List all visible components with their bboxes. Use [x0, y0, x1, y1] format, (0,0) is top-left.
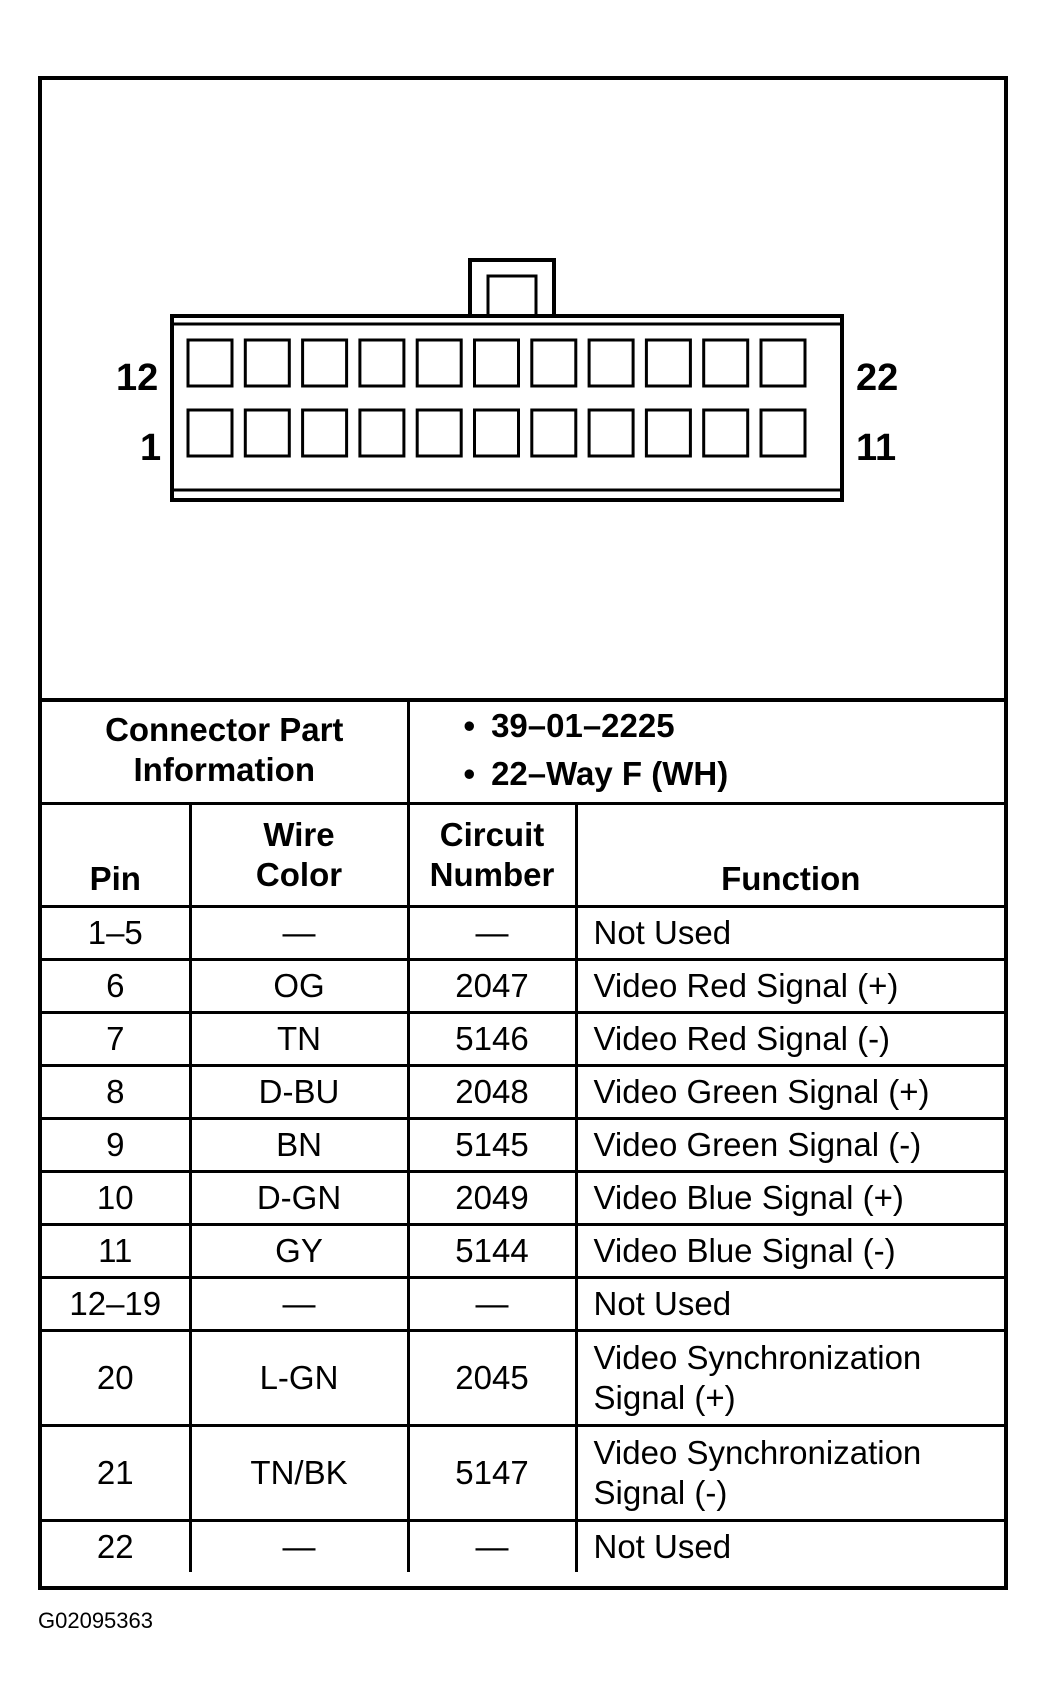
function-cell: Video Red Signal (+): [576, 960, 1004, 1013]
cavity-top-12: [188, 340, 232, 386]
table-row: [42, 1521, 1004, 1573]
part-info-values: [408, 698, 1004, 804]
cavity-bottom-8: [589, 410, 633, 456]
cavity-top-20: [646, 340, 690, 386]
wire-color-cell: GY: [190, 1225, 408, 1278]
part-number: • 39–01–2225: [468, 702, 1005, 750]
pin-cell: 21: [42, 1426, 190, 1521]
cavity-top-22: [761, 340, 805, 386]
connector-latch-slot: [488, 276, 536, 316]
circuit-cell: 5144: [408, 1225, 576, 1278]
pin-12-label: 12: [116, 357, 159, 399]
cavity-bottom-10: [704, 410, 748, 456]
pin-cell: 6: [42, 960, 190, 1013]
cavity-top-15: [360, 340, 404, 386]
wire-color-cell: —: [190, 1278, 408, 1331]
pin-22-label: 22: [856, 357, 899, 399]
header-wire-color: [190, 804, 408, 907]
cavity-top-13: [245, 340, 289, 386]
cavity-bottom-1: [188, 410, 232, 456]
cavity-top-18: [532, 340, 576, 386]
figure-id: G02095363: [38, 1608, 153, 1633]
header-circuit-line1: Circuit: [439, 816, 545, 853]
header-wire-color-line2: Color: [255, 856, 343, 893]
header-function: Function: [576, 804, 1004, 907]
table-row: [42, 1119, 1004, 1172]
cavity-bottom-3: [303, 410, 347, 456]
table-row: [42, 1225, 1004, 1278]
circuit-cell: 2047: [408, 960, 576, 1013]
function-line2: Signal (-): [593, 1474, 728, 1511]
pin-cell: 9: [42, 1119, 190, 1172]
function-cell: [576, 1426, 1004, 1521]
cavity-bottom-7: [532, 410, 576, 456]
wire-color-cell: BN: [190, 1119, 408, 1172]
function-cell: Video Blue Signal (+): [576, 1172, 1004, 1225]
wire-color-cell: TN: [190, 1013, 408, 1066]
table-row: [42, 1013, 1004, 1066]
cavity-top-14: [303, 340, 347, 386]
header-wire-color-line1: Wire: [263, 816, 335, 853]
pin-cell: 1–5: [42, 907, 190, 960]
circuit-cell: 5146: [408, 1013, 576, 1066]
circuit-cell: —: [408, 1278, 576, 1331]
cavity-top-21: [704, 340, 748, 386]
pinout-table: [42, 698, 1004, 1572]
circuit-cell: 5145: [408, 1119, 576, 1172]
pin-cell: 22: [42, 1521, 190, 1573]
cavity-bottom-6: [475, 410, 519, 456]
pin-cell: 11: [42, 1225, 190, 1278]
function-line1: Video Synchronization: [593, 1434, 922, 1471]
pin-cell: 12–19: [42, 1278, 190, 1331]
part-description: • 22–Way F (WH): [468, 750, 1005, 798]
connector-diagram: [42, 80, 1004, 702]
part-info-row: [42, 698, 1004, 804]
pin-1-label: 1: [140, 427, 162, 469]
circuit-cell: 2049: [408, 1172, 576, 1225]
table-row: [42, 960, 1004, 1013]
header-pin: Pin: [42, 804, 190, 907]
pin-cell: 20: [42, 1331, 190, 1426]
circuit-cell: 2048: [408, 1066, 576, 1119]
function-cell: Video Red Signal (-): [576, 1013, 1004, 1066]
function-cell: Not Used: [576, 1521, 1004, 1573]
pin-cell: 8: [42, 1066, 190, 1119]
table-row: [42, 1278, 1004, 1331]
table-row: [42, 907, 1004, 960]
table-row: [42, 1331, 1004, 1426]
table-row: [42, 1172, 1004, 1225]
cavity-bottom-11: [761, 410, 805, 456]
wire-color-cell: —: [190, 1521, 408, 1573]
cavity-bottom-2: [245, 410, 289, 456]
part-info-label-line1: Connector Part: [105, 711, 344, 748]
connector-sheet: [38, 76, 1008, 1590]
function-cell: Video Green Signal (+): [576, 1066, 1004, 1119]
function-cell: Not Used: [576, 1278, 1004, 1331]
header-circuit-line2: Number: [429, 856, 555, 893]
circuit-cell: 2045: [408, 1331, 576, 1426]
table-row: [42, 1066, 1004, 1119]
wire-color-cell: OG: [190, 960, 408, 1013]
cavity-bottom-5: [417, 410, 461, 456]
header-circuit-number: [408, 804, 576, 907]
function-cell: [576, 1331, 1004, 1426]
pin-11-label: 11: [856, 427, 897, 469]
circuit-cell: 5147: [408, 1426, 576, 1521]
wire-color-cell: TN/BK: [190, 1426, 408, 1521]
table-row: [42, 1426, 1004, 1521]
pin-cell: 10: [42, 1172, 190, 1225]
function-line2: Signal (+): [593, 1379, 736, 1416]
function-line1: Video Synchronization: [593, 1339, 922, 1376]
connector-latch: [470, 260, 554, 316]
cavity-top-17: [475, 340, 519, 386]
part-info-label: [42, 698, 408, 804]
wire-color-cell: —: [190, 907, 408, 960]
cavity-bottom-9: [646, 410, 690, 456]
function-cell: Video Green Signal (-): [576, 1119, 1004, 1172]
part-info-label-line2: Information: [133, 751, 315, 788]
function-cell: Video Blue Signal (-): [576, 1225, 1004, 1278]
pin-cell: 7: [42, 1013, 190, 1066]
circuit-cell: —: [408, 907, 576, 960]
cavity-top-19: [589, 340, 633, 386]
function-cell: Not Used: [576, 907, 1004, 960]
connector-body: [172, 316, 842, 500]
wire-color-cell: D-BU: [190, 1066, 408, 1119]
cavity-bottom-4: [360, 410, 404, 456]
table-header: [42, 804, 1004, 907]
wire-color-cell: D-GN: [190, 1172, 408, 1225]
circuit-cell: —: [408, 1521, 576, 1573]
wire-color-cell: L-GN: [190, 1331, 408, 1426]
cavity-top-16: [417, 340, 461, 386]
